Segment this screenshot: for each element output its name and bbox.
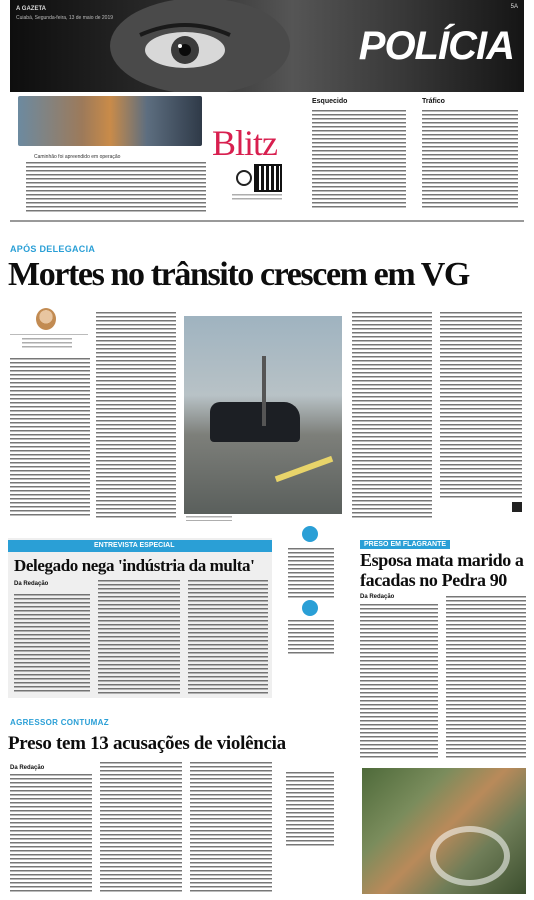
- whatsapp-icon: [236, 170, 252, 186]
- qr-code-icon: [256, 166, 280, 190]
- crash-photo: [184, 316, 342, 514]
- esposa-col2: [446, 596, 526, 760]
- col2-text: [312, 110, 406, 210]
- top-left-text: [26, 162, 206, 212]
- main-col3: [352, 312, 432, 518]
- main-col4: [440, 312, 522, 498]
- preso-col2: [100, 762, 182, 894]
- multa-headline: Delegado nega 'indústria da multa': [14, 556, 255, 575]
- blurb-icon: [302, 526, 318, 542]
- col3-title: Tráfico: [422, 98, 445, 105]
- blurb-icon: [302, 600, 318, 616]
- multa-byline: Da Redação: [14, 581, 49, 587]
- author-avatar: [36, 308, 56, 330]
- main-kicker: APÓS DELEGACIA: [10, 244, 96, 254]
- preso-col3: [190, 762, 272, 894]
- photo-credit: [186, 516, 232, 521]
- multa-col1: [14, 594, 90, 694]
- author-credit: [22, 338, 72, 348]
- multa-col2: [98, 580, 180, 694]
- road-marking: [275, 456, 333, 482]
- col2-title: Esquecido: [312, 98, 348, 105]
- preso-byline: Da Redação: [10, 765, 45, 771]
- top-summary-box: [10, 92, 524, 222]
- esposa-kicker: PRESO EM FLAGRANTE: [360, 540, 450, 549]
- pole: [262, 356, 266, 426]
- preso-kicker: AGRESSOR CONTUMAZ: [10, 718, 109, 727]
- preso-col1: [10, 774, 92, 894]
- main-col2: [96, 312, 176, 518]
- truck-photo: [18, 96, 202, 146]
- blurb-top: [288, 548, 334, 598]
- date-line: Cuiabá, Segunda-feira, 13 de maio de 2019: [16, 15, 114, 21]
- qr-code-icon: [512, 502, 522, 512]
- blitz-logo: Blitz: [212, 123, 277, 163]
- preso-headline: Preso tem 13 acusações de violência: [8, 733, 286, 754]
- col3-text: [422, 110, 518, 210]
- main-col1: [10, 358, 90, 518]
- page-number: 5A: [510, 4, 518, 10]
- masthead-small: A GAZETA: [16, 6, 46, 12]
- blurb-mid: [288, 620, 334, 654]
- car-shape: [210, 402, 300, 442]
- esposa-headline: Esposa mata marido a facadas no Pedra 90: [360, 550, 524, 590]
- section-title: POLÍCIA: [358, 24, 514, 68]
- main-headline: Mortes no trânsito crescem em VG: [8, 256, 469, 293]
- esposa-byline: Da Redação: [360, 594, 395, 600]
- watermark-logo-icon: [430, 826, 510, 886]
- esposa-col1: [360, 604, 438, 760]
- blurb-bottom: [286, 772, 334, 848]
- multa-col3: [188, 580, 268, 694]
- eye-illustration: [100, 0, 300, 92]
- multa-kicker: ENTREVISTA ESPECIAL: [94, 542, 175, 549]
- photo-caption: Caminhão foi apreendido em operação: [34, 154, 121, 160]
- blitz-subtext: [232, 194, 282, 202]
- divider: [10, 334, 88, 335]
- section-header: [10, 0, 524, 92]
